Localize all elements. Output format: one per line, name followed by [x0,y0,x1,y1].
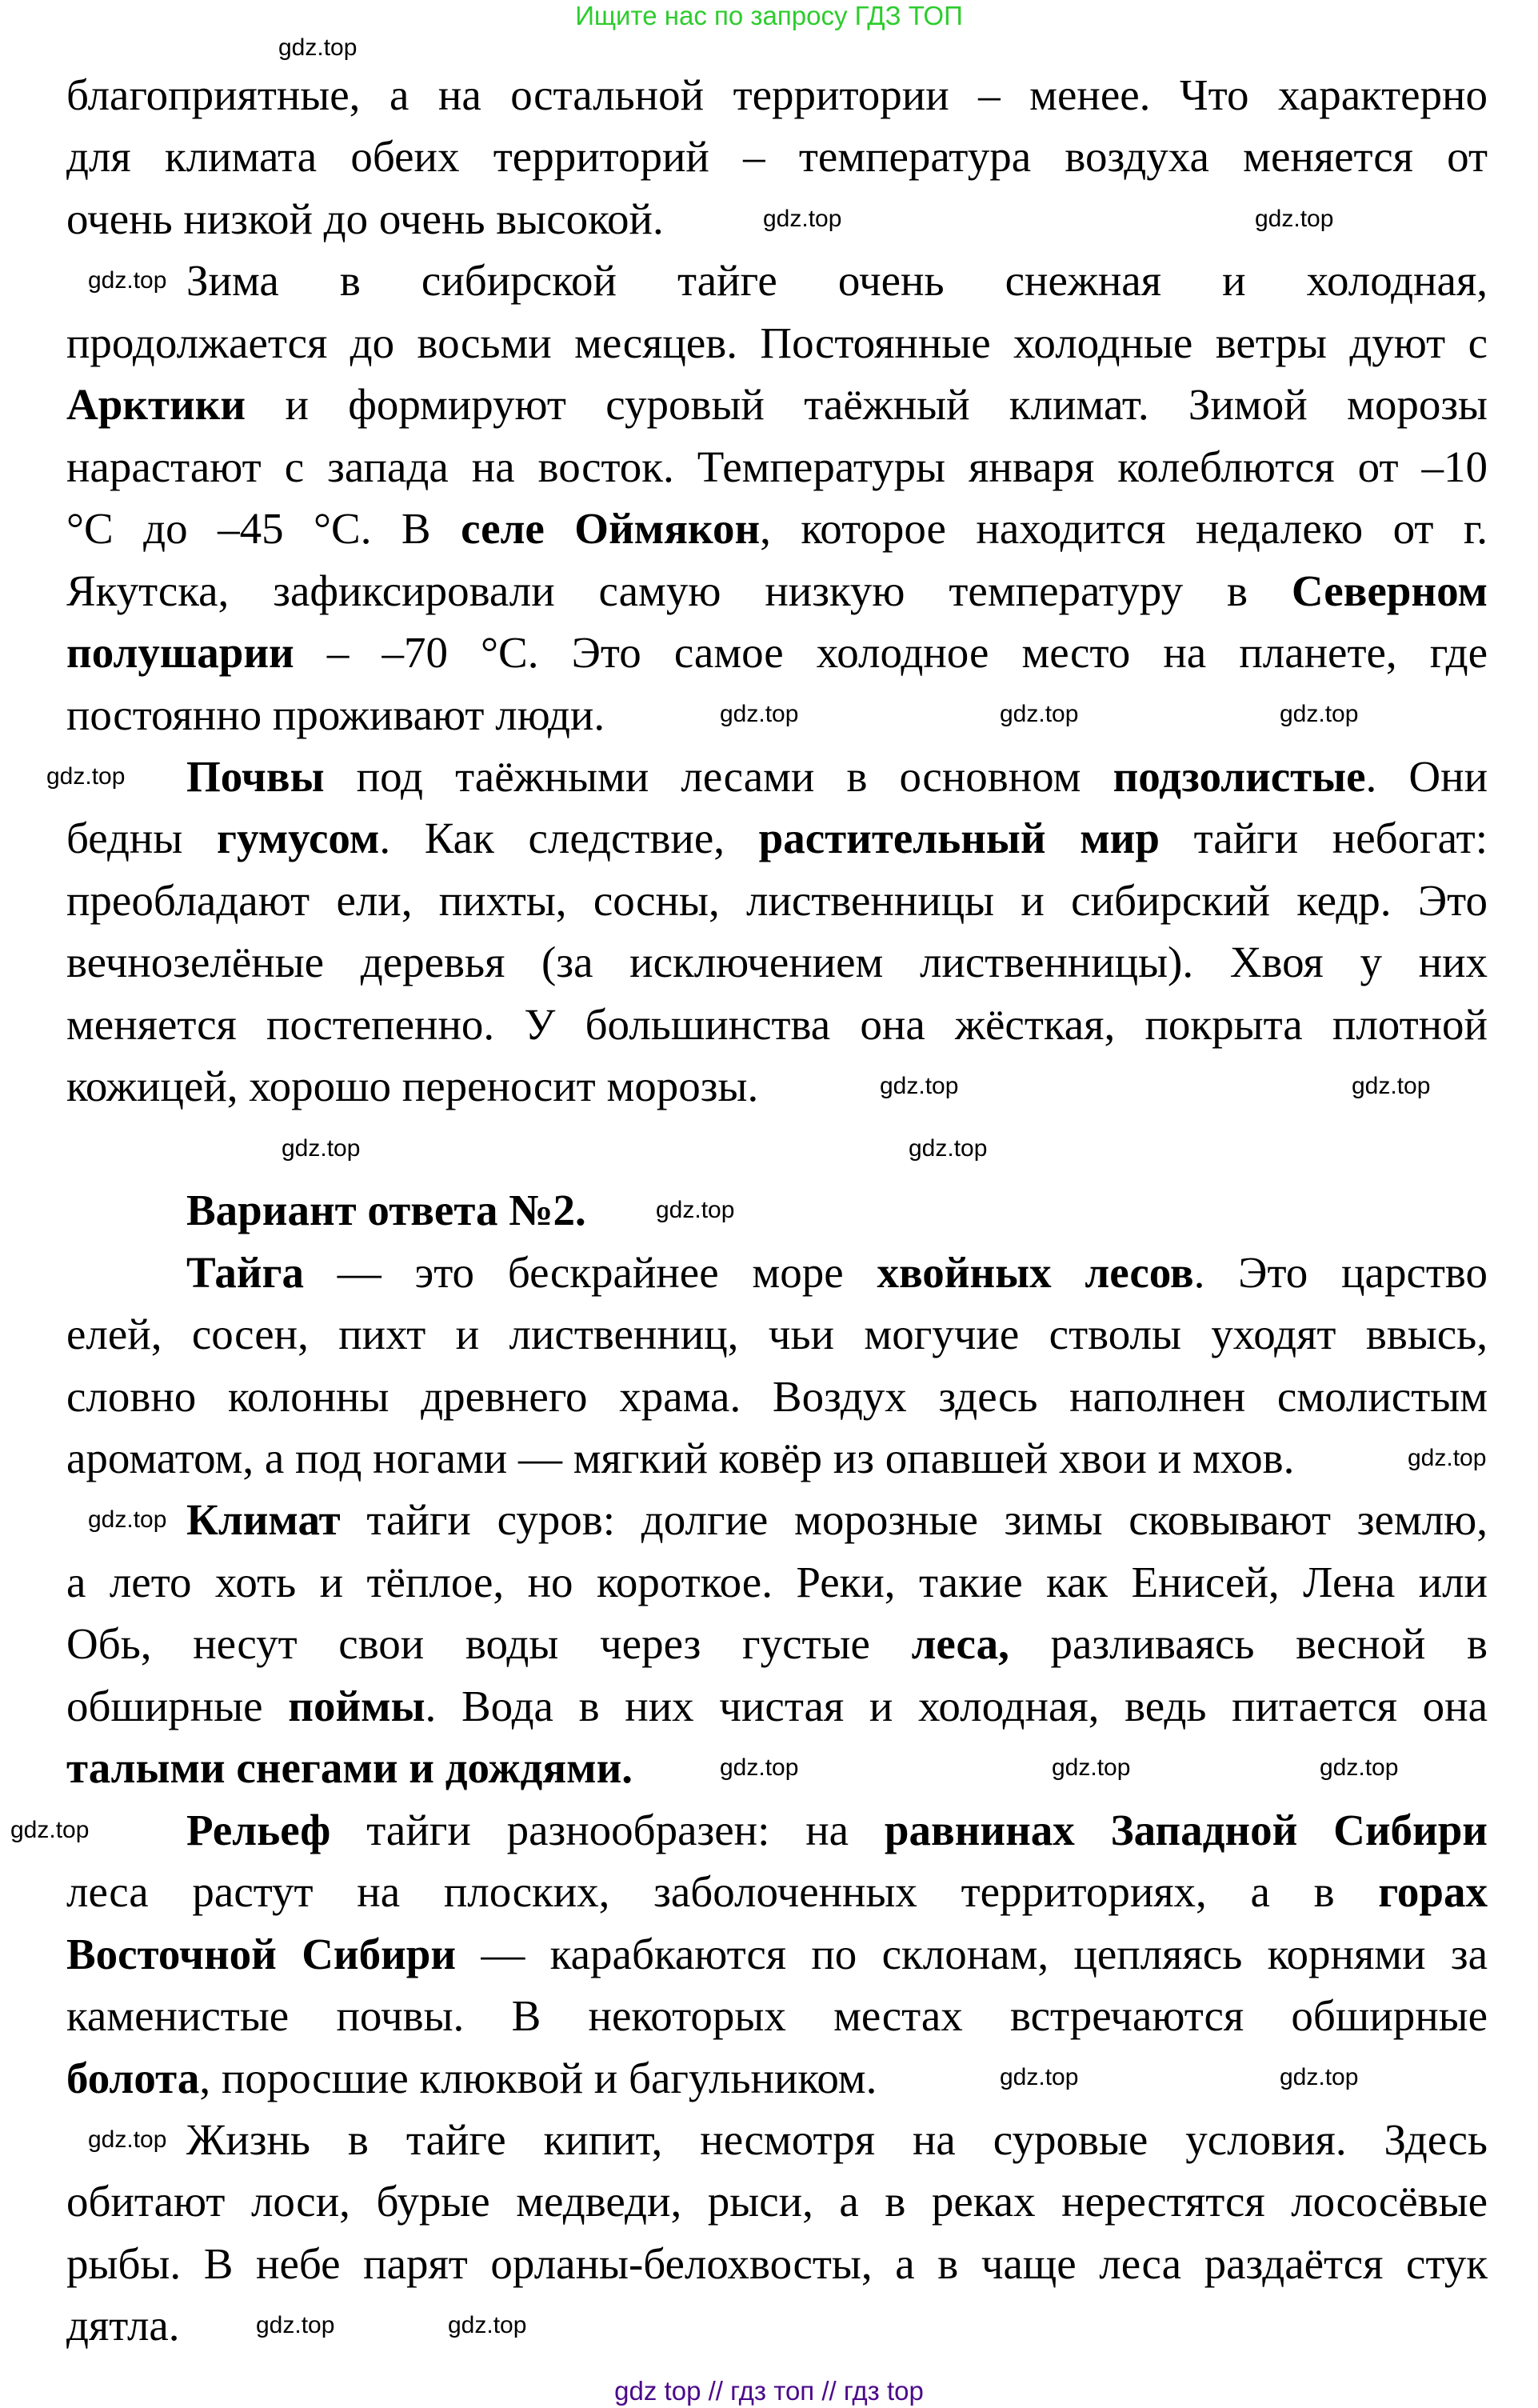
text-segment: бедны [66,814,217,863]
text-line [66,250,1488,311]
text-segment: разливаясь весной в [1009,1619,1488,1669]
text-segment: вечнозелёные деревья (за исключением лиственницы). Хвоя у них [66,938,1488,987]
text-line [66,2233,1488,2294]
text-segment: под таёжными лесами в основном [324,751,1113,801]
text-line [66,870,1488,931]
watermark: gdz.top [720,701,799,727]
bold-term: хвойных лесов [877,1247,1194,1297]
text-segment: меняется постепенно. У большинства она жёсткая, покрыта плотной [66,999,1488,1049]
bold-term: равнинах Западной Сибири [884,1805,1488,1854]
text-segment: очень низкой до очень высокой. [66,194,664,243]
bold-term: Рельеф [186,1805,331,1854]
text-line [66,994,1488,1055]
watermark: gdz.top [10,1817,90,1843]
watermark: gdz.top [88,2126,167,2153]
text-segment: обитают лоси, бурые медведи, рыси, а в реках нерестятся лососёвые [66,2177,1488,2226]
text-segment: . Вода в них чистая и холодная, ведь питается она [425,1681,1488,1730]
bold-term: подзолистые [1113,751,1366,801]
text-segment: тайги суров: долгие морозные зимы сковывают землю, [340,1495,1488,1545]
text-line [66,1985,1488,2046]
bold-term: полушарии [66,628,294,678]
bold-term: Почвы [186,751,325,801]
text-line [66,2047,1488,2109]
text-line [66,1366,1488,1427]
text-line [66,1427,1488,1489]
watermark: gdz.top [88,1506,167,1533]
text-segment: дятла. [66,2301,180,2350]
text-line [66,374,1488,435]
text-line [66,126,1488,187]
watermark: gdz.top [656,1197,735,1223]
footer-links[interactable]: gdz top // гдз топ // гдз top [614,2376,924,2406]
text-segment: нарастают с запада на восток. Температуры января колеблются от –10 [66,442,1488,491]
text-segment: елей, сосен, пихт и лиственниц, чьи могучие стволы уходят ввысь, [66,1310,1488,1359]
watermark: gdz.top [1280,2064,1359,2090]
text-segment: — это бескрайнее море [303,1247,877,1297]
text-line [66,1613,1488,1674]
bold-term: Северном [1291,566,1488,615]
bold-term: леса, [911,1619,1009,1669]
document-text [66,64,1488,2357]
text-segment: — карабкаются по склонам, цепляясь корнями за [456,1929,1488,1978]
text-segment: . Это царство [1193,1247,1488,1297]
watermark: gdz.top [1000,2064,1079,2090]
text-segment: Якутска, зафиксировали самую низкую температуру в [66,566,1292,615]
text-segment: , которое находится недалеко от г. [760,504,1488,554]
watermark: gdz.top [1320,1754,1399,1781]
bold-term: растительный мир [758,814,1160,863]
watermark: gdz.top [88,267,167,294]
text-segment: Зима в сибирской тайге очень снежная и холодная, [186,256,1488,306]
text-line [66,807,1488,869]
text-segment: кожицей, хорошо переносит морозы. [66,1062,759,1111]
bold-term: селе Оймякон [461,504,761,554]
text-segment: Обь, несут свои воды через густые [66,1619,912,1669]
bold-term: Климат [186,1495,341,1545]
text-segment: преобладают ели, пихты, сосны, лиственницы и сибирский кедр. Это [66,875,1488,925]
watermark: gdz.top [1280,701,1359,727]
watermark: gdz.top [448,2312,527,2338]
text-line [66,1179,1488,1241]
bold-term: талыми снегами и дождями. [66,1743,633,1793]
watermark: gdz.top [1408,1445,1487,1471]
text-line [66,2109,1488,2170]
bold-term: Восточной Сибири [66,1929,457,1978]
watermark: gdz.top [1000,701,1079,727]
text-line [66,1923,1488,1985]
text-line [66,498,1488,559]
text-segment: обширные [66,1681,289,1730]
text-segment: для климата обеих территорий – температура воздуха меняется от [66,132,1488,182]
bold-term: поймы [288,1681,425,1730]
text-line [66,931,1488,993]
bold-term: Арктики [66,380,246,430]
text-segment: каменистые почвы. В некоторых местах встречаются обширные [66,1991,1488,2041]
text-segment: продолжается до восьми месяцев. Постоянные холодные ветры дуют с [66,318,1488,367]
text-line [66,1799,1488,1861]
text-segment: Жизнь в тайге кипит, несмотря на суровые условия. Здесь [186,2114,1488,2164]
text-line [66,64,1488,126]
text-segment: тайги разнообразен: на [330,1805,885,1854]
text-line [66,1303,1488,1365]
text-line [66,436,1488,498]
watermark: gdz.top [256,2312,335,2338]
text-segment: леса растут на плоских, заболоченных территориях, а в [66,1867,1379,1917]
text-segment: словно колонны древнего храма. Воздух здесь наполнен смолистым [66,1371,1488,1421]
text-segment: – –70 °С. Это самое холодное место на планете, где [294,628,1488,678]
watermark: gdz.top [720,1754,799,1781]
watermark: gdz.top [1255,206,1334,232]
text-line [66,1242,1488,1303]
text-line [66,2170,1488,2232]
bold-term: болота [66,2053,200,2102]
bold-term: горах [1378,1867,1488,1917]
text-segment: и формируют суровый таёжный климат. Зимой морозы [246,380,1488,430]
watermark: gdz.top [909,1135,988,1162]
watermark: gdz.top [282,1135,361,1162]
watermark: gdz.top [1052,1754,1131,1781]
text-line [66,1055,1488,1117]
text-segment: тайги небогат: [1159,814,1488,863]
bold-term: Вариант ответа №2. [186,1186,586,1235]
text-segment: благоприятные, а на остальной территории – менее. Что характерно [66,70,1488,119]
search-banner[interactable]: Ищите нас по запросу ГДЗ ТОП [575,1,963,30]
text-segment: рыбы. В небе парят орланы-белохвосты, а в чаще леса раздаётся стук [66,2238,1488,2288]
text-line [66,622,1488,683]
text-segment: . Как следствие, [379,814,759,863]
watermark: gdz.top [278,34,358,61]
text-segment: , поросшие клюквой и багульником. [199,2053,877,2102]
text-line [66,746,1488,807]
text-segment: а лето хоть и тёплое, но короткое. Реки, такие как Енисей, Лена или [66,1557,1488,1606]
text-line [66,1118,1488,1179]
text-segment: °С до –45 °С. В [66,504,461,554]
text-line [66,560,1488,622]
bold-term: Тайга [186,1247,304,1297]
text-line [66,312,1488,374]
watermark: gdz.top [1352,1073,1431,1099]
bold-term: гумусом [216,814,380,863]
text-segment: . Они [1365,751,1488,801]
text-line [66,1861,1488,1922]
watermark: gdz.top [46,763,126,790]
text-segment: постоянно проживают люди. [66,690,605,739]
watermark: gdz.top [880,1073,959,1099]
text-line [66,1489,1488,1550]
text-segment: ароматом, а под ногами — мягкий ковёр из опавшей хвои и мхов. [66,1433,1295,1482]
text-line [66,1675,1488,1737]
text-line [66,1551,1488,1613]
watermark: gdz.top [763,206,842,232]
